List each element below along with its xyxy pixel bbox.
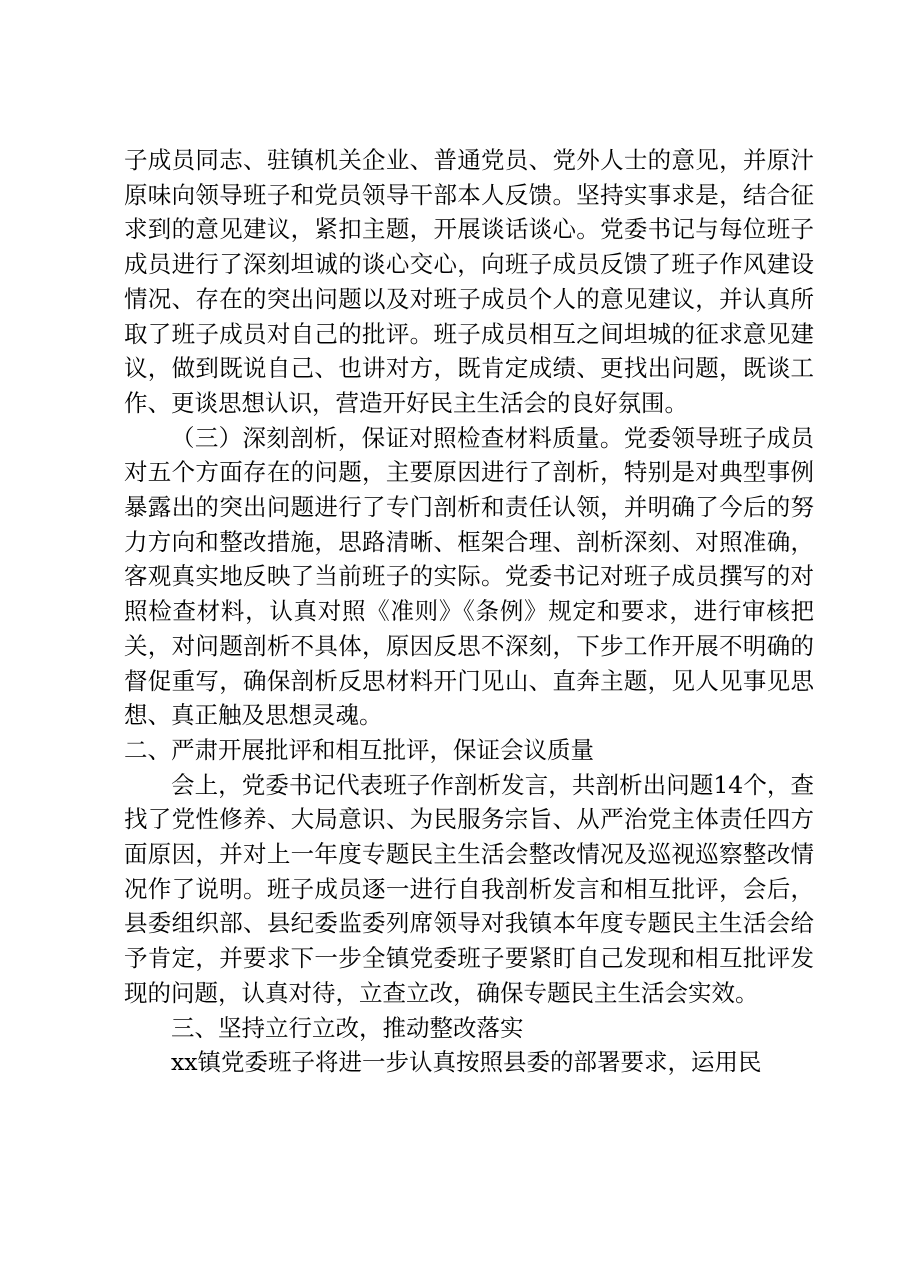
paragraph-next-steps: xx镇党委班子将进一步认真按照县委的部署要求，运用民 (171, 1048, 762, 1077)
paragraph-opinion-feedback: 子成员同志、驻镇机关企业、普通党员、党外人士的意见，并原汁原味向领导班子和党员领导干部本人反馈。坚持实事求是，结合征求到的意见建议，紧扣主题，开展谈话谈心。党委书记与每位班子成员进行了深刻坦诚的谈心交心，向班子成员反馈了班子作风建设情况、存在的突出问题以及对班子成员个人的意见建议，并认真所取了班子成员对自己的批评。班子成员相互之间坦城的征求意见建议，做到既说自己、也讲对方，既肯定成绩、更找出问题，既谈工作、更谈思想认识，营造开好民主生活会的良好氛围。 (124, 146, 814, 417)
document-body (124, 143, 814, 1080)
paragraph-deep-analysis: （三）深刻剖析，保证对照检查材料质量。党委领导班子成员对五个方面存在的问题，主要原因进行了剖析，特别是对典型事例暴露出的突出问题进行了专门剖析和责任认领，并明确了今后的努力方向和整改措施，思路清晰、框架合理、剖析深刻、对照准确，客观真实地反映了当前班子的实际。党委书记对班子成员撰写的对照检查材料，认真对照《准则》《条例》规定和要求，进行审核把关，对问题剖析不具体，原因反思不深刻，下步工作开展不明确的督促重写，确保剖析反思材料开门见山、直奔主题，见人见事见思想、真正触及思想灵魂。 (124, 423, 814, 730)
section-heading-criticism: 二、严肃开展批评和相互批评，保证会议质量 (124, 735, 594, 764)
paragraph-meeting-summary: 会上，党委书记代表班子作剖析发言，共剖析出问题14个，查找了党性修养、大局意识、为民服务宗旨、从严治党主体责任四方面原因，并对上一年度专题民主生活会整改情况及巡视巡察整改情况作了说明。班子成员逐一进行自我剖析发言和相互批评，会后，县委组织部、县纪委监委列席领导对我镇本年度专题民主生活会给予肯定，并要求下一步全镇党委班子要紧盯自己发现和相互批评发现的问题，认真对待，立查立改，确保专题民主生活会实效。 (124, 770, 814, 1007)
section-heading-rectification: 三、坚持立行立改，推动整改落实 (171, 1013, 524, 1042)
